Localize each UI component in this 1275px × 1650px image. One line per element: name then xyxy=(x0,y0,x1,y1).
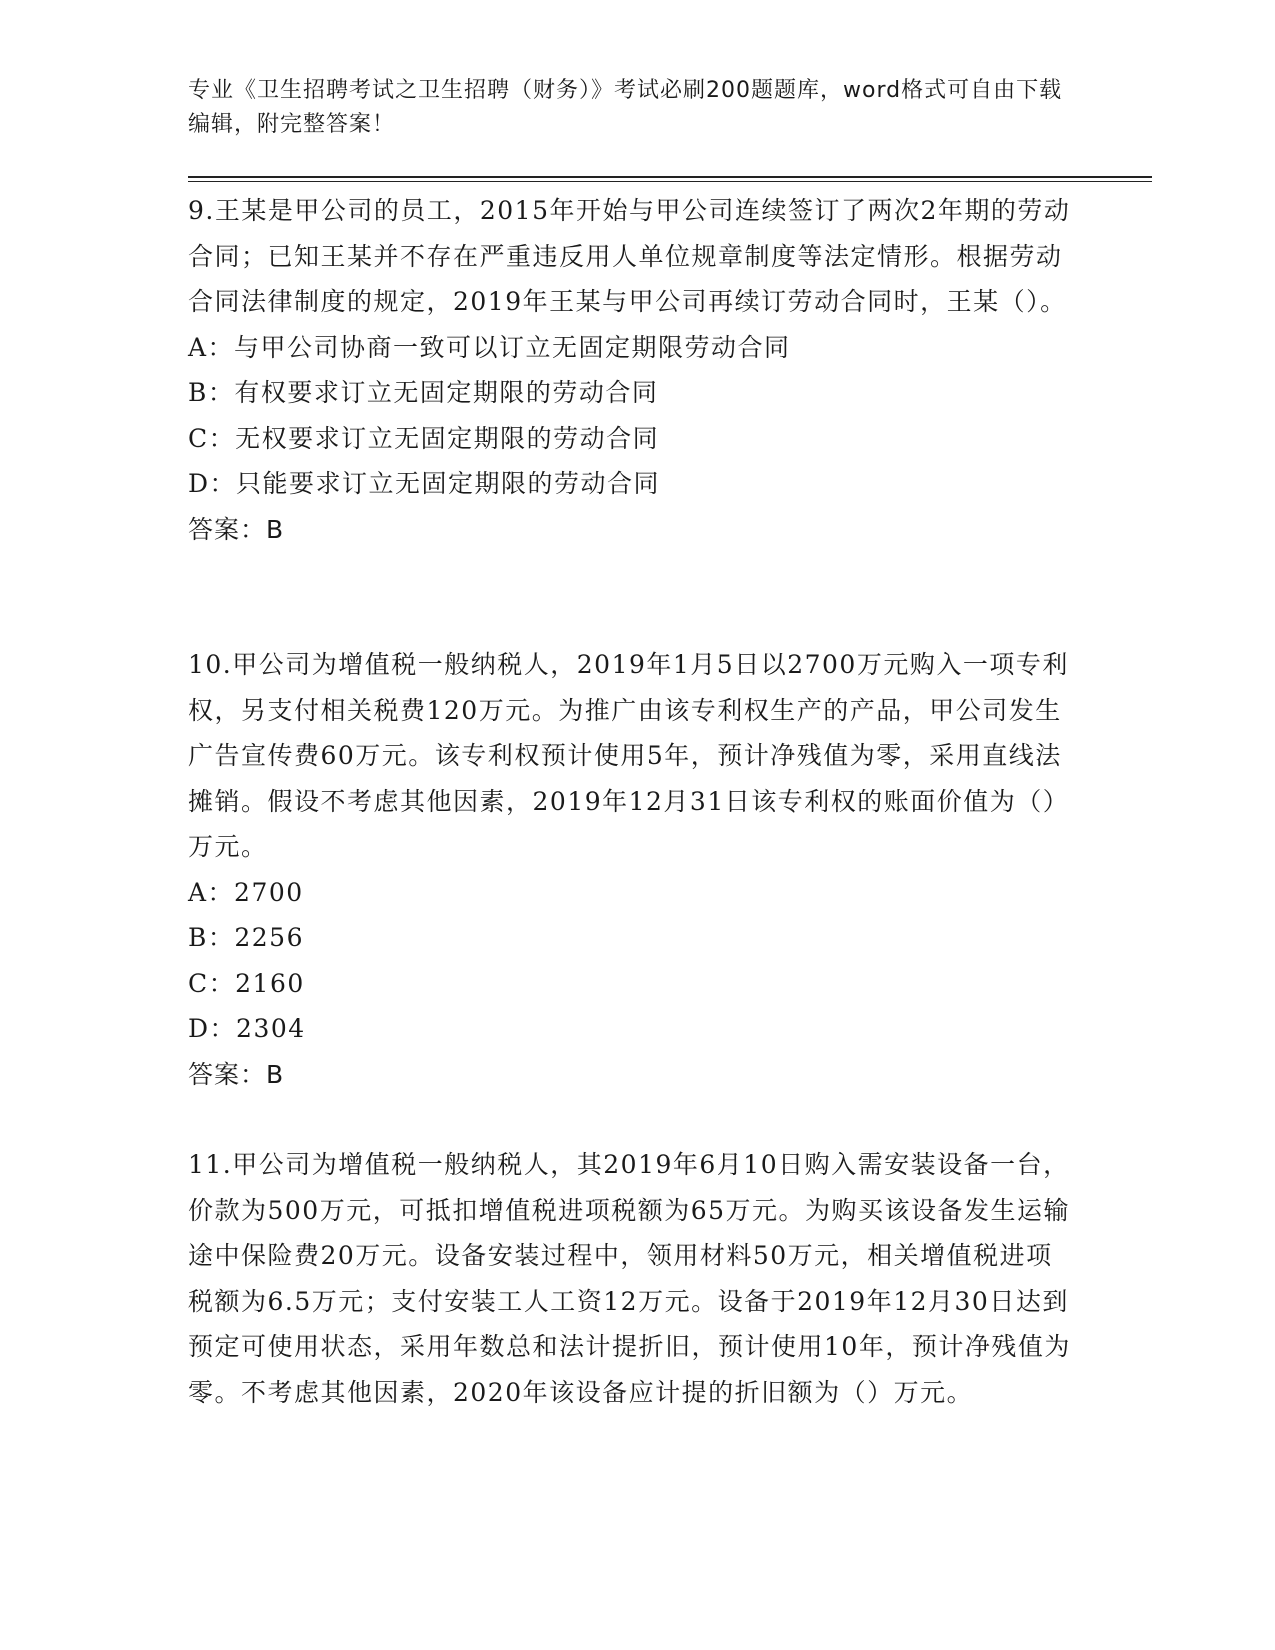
answer-line: 答案：B xyxy=(188,1059,285,1089)
question-10 xyxy=(188,642,1078,1097)
option-c: C：2160 xyxy=(188,968,305,998)
question-stem: 10.甲公司为增值税一般纳税人，2019年1月5日以2700万元购入一项专利权，另支付相关税费120万元。为推广由该专利权生产的产品，甲公司发生广告宣传费60万元。该专利权预计使用5年，预计净残值为零，采用直线法摊销。假设不考虑其他因素，2019年12月31日该专利权的账面价值为（）万元。 xyxy=(188,650,1070,861)
question-9 xyxy=(188,188,1078,552)
header-divider xyxy=(188,176,1152,178)
document-header-title: 专业《卫生招聘考试之卫生招聘（财务）》考试必刷200题题库，word格式可自由下载编辑，附完整答案！ xyxy=(188,78,1063,137)
option-a: A：与甲公司协商一致可以订立无固定期限劳动合同 xyxy=(188,332,791,362)
header-divider-thin xyxy=(188,181,1152,182)
answer-line: 答案：B xyxy=(188,514,285,544)
question-stem: 9.王某是甲公司的员工，2015年开始与甲公司连续签订了两次2年期的劳动合同；已知王某并不存在严重违反用人单位规章制度等法定情形。根据劳动合同法律制度的规定，2019年王某与甲公司再续订劳动合同时，王某（）。 xyxy=(188,196,1071,316)
option-a: A：2700 xyxy=(188,877,304,907)
option-d: D：只能要求订立无固定期限的劳动合同 xyxy=(188,469,661,498)
option-c: C：无权要求订立无固定期限的劳动合同 xyxy=(188,423,660,453)
question-11 xyxy=(188,1142,1078,1415)
question-stem: 11.甲公司为增值税一般纳税人，其2019年6月10日购入需安装设备一台，价款为500万元，可抵扣增值税进项税额为65万元。为购买该设备发生运输途中保险费20万元。设备安装过程中，领用材料50万元，相关增值税进项税额为6.5万元；支付安装工人工资12万元。设备于2019年12月30日达到预定可使用状态，采用年数总和法计提折旧，预计使用10年，预计净残值为零。不考虑其他因素，2020年该设备应计提的折旧额为（）万元。 xyxy=(188,1150,1071,1407)
option-b: B：2256 xyxy=(188,923,304,952)
option-b: B：有权要求订立无固定期限的劳动合同 xyxy=(188,378,659,407)
option-d: D：2304 xyxy=(188,1014,306,1043)
